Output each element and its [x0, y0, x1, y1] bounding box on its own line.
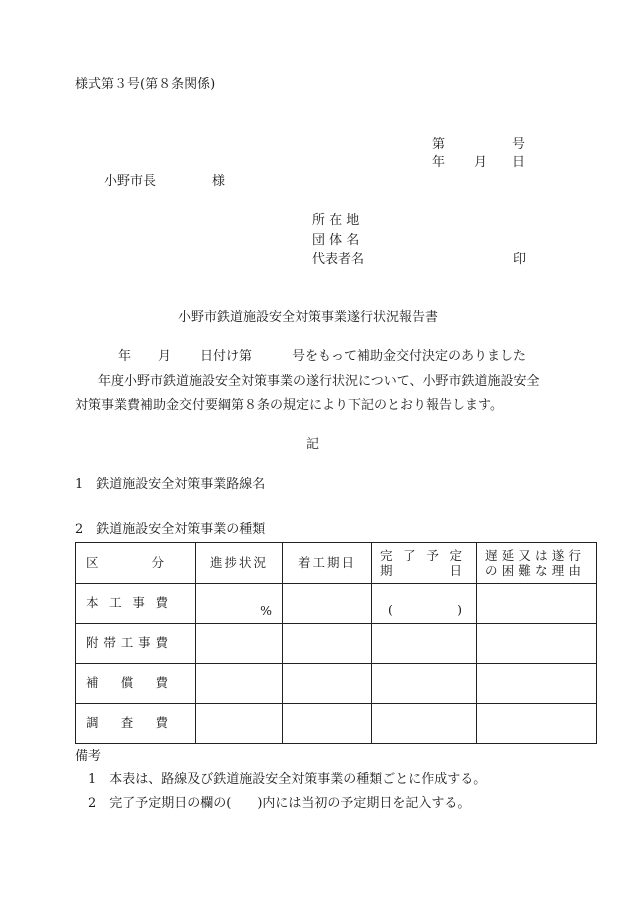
completion-date-cell[interactable] [372, 664, 477, 704]
form-number: 様式第３号(第８条関係) [75, 77, 216, 92]
section-route-name: 1 鉄道施設安全対策事業路線名 [75, 477, 266, 492]
body-year: 年 [118, 349, 132, 364]
delay-reason-cell[interactable] [477, 704, 597, 744]
table-row [76, 704, 597, 744]
project-type-table [75, 542, 597, 744]
progress-cell[interactable] [196, 664, 283, 704]
ki-heading: 記 [306, 437, 320, 452]
progress-cell[interactable] [196, 704, 283, 744]
table-row [76, 584, 597, 624]
header-kubun: 区 分 [76, 543, 196, 584]
row-label: 調査費 [76, 704, 196, 744]
doc-number-dai: 第 [432, 137, 446, 152]
addressee-name: 小野市長 [104, 174, 157, 189]
applicant-group-label: 団 体 名 [312, 233, 360, 248]
doc-number-go: 号 [512, 137, 526, 152]
applicant-address-label: 所 在 地 [312, 213, 360, 228]
section-project-type: 2 鉄道施設安全対策事業の種類 [75, 522, 266, 537]
delay-reason-cell[interactable] [477, 584, 597, 624]
note-item: 1 本表は、路線及び鉄道施設安全対策事業の種類ごとに作成する。 [88, 772, 487, 787]
header-progress: 進捗状況 [196, 543, 283, 584]
start-date-cell[interactable] [283, 704, 372, 744]
body-line2: 年度小野市鉄道施設安全対策事業の遂行状況について、小野市鉄道施設安全 [98, 374, 540, 389]
header-delay-reason: 遅延又は遂行 の困難な理由 [477, 543, 597, 584]
addressee-sama: 様 [212, 174, 226, 189]
progress-cell[interactable]: % [196, 584, 283, 624]
note-item: 2 完了予定期日の欄の( )内には当初の予定期日を記入する。 [88, 796, 471, 811]
completion-date-cell[interactable]: ( ) [372, 584, 477, 624]
body-dated: 日付け第 [200, 349, 253, 364]
progress-cell[interactable] [196, 624, 283, 664]
row-label: 補償費 [76, 664, 196, 704]
seal-mark: 印 [513, 252, 527, 267]
start-date-cell[interactable] [283, 624, 372, 664]
date-day: 日 [512, 155, 526, 170]
table-row [76, 624, 597, 664]
document-title: 小野市鉄道施設安全対策事業遂行状況報告書 [178, 310, 439, 325]
applicant-rep-label: 代表者名 [312, 252, 365, 267]
date-year: 年 [432, 155, 446, 170]
date-month: 月 [474, 155, 488, 170]
body-month: 月 [158, 349, 172, 364]
body-line1-rest: 号をもって補助金交付決定のありました [292, 349, 527, 364]
row-label: 本工事費 [76, 584, 196, 624]
completion-date-cell[interactable] [372, 704, 477, 744]
completion-date-cell[interactable] [372, 624, 477, 664]
delay-reason-cell[interactable] [477, 664, 597, 704]
start-date-cell[interactable] [283, 664, 372, 704]
body-line3: 対策事業費補助金交付要綱第８条の規定により下記のとおり報告します。 [75, 398, 503, 413]
header-start-date: 着工期日 [283, 543, 372, 584]
table-row [76, 664, 597, 704]
row-label: 附帯工事費 [76, 624, 196, 664]
delay-reason-cell[interactable] [477, 624, 597, 664]
notes-heading: 備考 [75, 749, 102, 764]
start-date-cell[interactable] [283, 584, 372, 624]
table-header-row [76, 543, 597, 584]
header-completion-date: 完了予定 期 日 [372, 543, 477, 584]
